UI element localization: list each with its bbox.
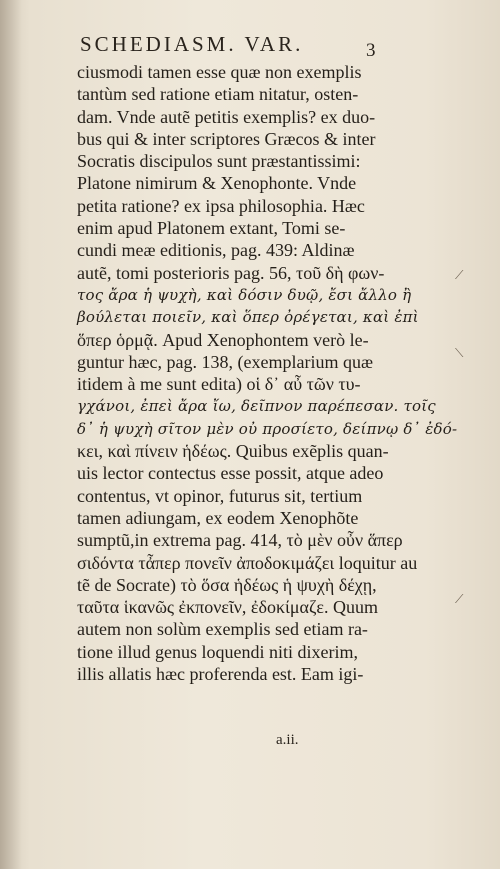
text-line: cundi meæ editionis, pag. 439: Aldinæ xyxy=(77,240,355,261)
text-line: sumptũ,in extrema pag. 414, τὸ μὲν οὖν ἅπερ xyxy=(77,530,403,551)
text-line: dam. Vnde autẽ petitis exemplis? ex duo- xyxy=(77,106,376,127)
text-line: bus qui & inter scriptores Græcos & inter xyxy=(77,128,376,149)
text-line: itidem à me sunt edita) οἱ δ᾽ αὖ τῶν τυ- xyxy=(77,374,361,395)
greek-text-line: βούλεται ποιεῖν, καὶ ὅπερ ὀρέγεται, καὶ ἐπὶ xyxy=(77,308,419,327)
gutter-shadow xyxy=(0,0,22,869)
body-text xyxy=(77,61,458,685)
greek-text-line: τος ἄρα ἡ ψυχὴ, καὶ δόσιν δυῷ, ἔσι ἄλλο ἢ xyxy=(77,285,412,304)
text-line: illis allatis hæc proferenda est. Eam igi- xyxy=(77,664,364,685)
margin-mark-icon: ⟍ xyxy=(455,346,464,360)
text-line: enim apud Platonem extant, Tomi se- xyxy=(77,218,346,239)
signature-mark: a.ii. xyxy=(276,732,299,748)
text-line: petita ratione? ex ipsa philosophia. Hæc xyxy=(77,195,365,216)
text-line: ταῦτα ἱκανῶς ἐκπονεῖν, ἐδοκίμαζε. Quum xyxy=(77,597,378,618)
text-line: κει, καὶ πίνειν ἡδέως. Quibus exẽplis quan- xyxy=(77,441,389,462)
margin-mark-icon: ⟋ xyxy=(455,268,464,282)
text-line: tẽ de Socrate) τὸ ὅσα ἡδέως ἡ ψυχὴ δέχῃ, xyxy=(77,574,377,595)
text-line: guntur hæc, pag. 138, (exemplarium quæ xyxy=(77,351,373,372)
text-line: autem non solùm exemplis sed etiam ra- xyxy=(77,619,368,640)
text-line: tantùm sed ratione etiam nitatur, osten- xyxy=(77,84,359,105)
text-line: Platone nimirum & Xenophonte. Vnde xyxy=(77,173,357,194)
text-line: ὅπερ ὁρμᾷ. Apud Xenophontem verò le- xyxy=(77,329,369,350)
margin-mark-icon: ⟋ xyxy=(455,592,464,606)
greek-text-line: γχάνοι, ἐπεὶ ἄρα ἴω, δεῖπνον παρέπεσαν. τοῖς xyxy=(77,397,436,416)
text-line: ciusmodi tamen esse quæ non exemplis xyxy=(77,62,362,82)
text-line: tione illud genus loquendi niti dixerim, xyxy=(77,641,358,662)
text-line: contentus, vt opinor, futurus sit, tertium xyxy=(77,485,363,506)
running-head: SCHEDIASM. VAR. xyxy=(80,32,304,56)
text-line: tamen adiungam, ex eodem Xenophõte xyxy=(77,507,359,528)
text-line: autẽ, tomi posterioris pag. 56, τοῦ δὴ φων- xyxy=(77,262,385,283)
text-line: Socratis discipulos sunt præstantissimi: xyxy=(77,151,361,172)
page-number: 3 xyxy=(366,40,376,61)
text-line: σιδόντα τἆπερ πονεῖν ἀποδοκιμάζει loquitur au xyxy=(77,552,418,573)
greek-text-line: δ᾽ ἡ ψυχὴ σῖτον μὲν οὐ προσίετο, δείπνῳ δ᾽ ἐδό- xyxy=(77,419,458,438)
text-line: uis lector contectus esse possit, atque adeo xyxy=(77,463,384,484)
